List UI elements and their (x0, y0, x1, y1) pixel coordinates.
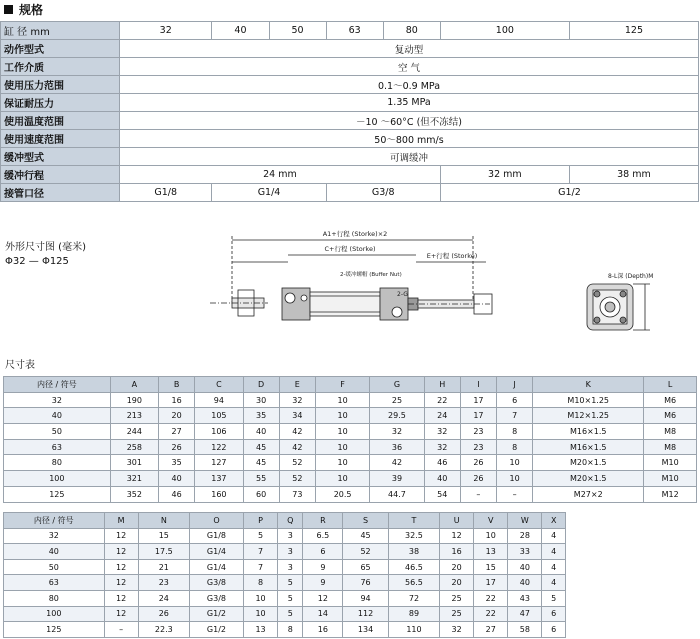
spec-label: 缓冲型式 (1, 148, 120, 166)
table-cell: 10 (244, 606, 278, 622)
table-cell: 32 (370, 424, 424, 440)
header-cell: F (315, 377, 369, 393)
table-cell: M6 (644, 408, 697, 424)
table-cell: 12 (303, 590, 343, 606)
header-cell: M (104, 513, 138, 529)
table-cell: 27 (159, 424, 195, 440)
table-row (4, 559, 566, 575)
table-cell: 23 (460, 439, 496, 455)
table-cell: M8 (644, 439, 697, 455)
spec-value: 空 气 (120, 58, 699, 76)
table-cell: 43 (508, 590, 542, 606)
spec-value: 38 mm (569, 166, 698, 184)
table-row (4, 408, 697, 424)
table-cell: 30 (243, 392, 279, 408)
table-cell: M16×1.5 (533, 424, 644, 440)
table-row (4, 528, 566, 544)
table-cell: M6 (644, 392, 697, 408)
dimension-table-1 (3, 376, 697, 503)
header-cell: E (279, 377, 315, 393)
table-cell: 32.5 (388, 528, 439, 544)
table-cell: 28 (508, 528, 542, 544)
table-cell: 301 (110, 455, 158, 471)
spec-value: 125 (569, 22, 698, 40)
table-cell: 94 (195, 392, 243, 408)
header-cell: K (533, 377, 644, 393)
table-cell: 25 (440, 590, 474, 606)
spec-label: 使用速度范围 (1, 130, 120, 148)
cylinder-drawing (190, 224, 700, 350)
spec-row (1, 22, 699, 40)
table-cell: 45 (243, 439, 279, 455)
table-cell: 20 (159, 408, 195, 424)
table-cell: 20.5 (315, 486, 369, 502)
table-cell: 45 (243, 455, 279, 471)
spec-row (1, 166, 699, 184)
table-cell: 7 (497, 408, 533, 424)
spec-row (1, 130, 699, 148)
table-cell: 44.7 (370, 486, 424, 502)
table-cell: 6 (542, 622, 566, 638)
table-cell: 3 (278, 559, 303, 575)
table-cell: 32 (4, 528, 105, 544)
spec-value: G3/8 (326, 184, 440, 202)
table-cell: 10 (315, 471, 369, 487)
header-cell: D (243, 377, 279, 393)
table-cell: 26 (138, 606, 189, 622)
table-cell: 33 (508, 544, 542, 560)
spec-label: 动作型式 (1, 40, 120, 58)
table-cell: 258 (110, 439, 158, 455)
table-cell: 60 (243, 486, 279, 502)
e-dim-label: E+行程 (Storke) (426, 252, 478, 260)
header-cell: I (460, 377, 496, 393)
table-cell: 39 (370, 471, 424, 487)
header-cell: O (189, 513, 243, 529)
table-cell: G1/4 (189, 559, 243, 575)
table-cell: 32 (424, 424, 460, 440)
table-cell: 100 (4, 606, 105, 622)
table-cell: 10 (315, 408, 369, 424)
table-cell: 12 (104, 559, 138, 575)
spec-value: 50 (269, 22, 326, 40)
header-cell: C (195, 377, 243, 393)
spec-row (1, 94, 699, 112)
spec-label: 接管口径 (1, 184, 120, 202)
dimension-table-title: 尺寸表 (5, 360, 35, 371)
table-cell: 40 (159, 471, 195, 487)
table-row (4, 544, 566, 560)
table-cell: 25 (370, 392, 424, 408)
header-cell: V (474, 513, 508, 529)
spec-value: 50～800 mm/s (120, 130, 699, 148)
table-cell: 38 (388, 544, 439, 560)
table-cell: 4 (542, 544, 566, 560)
table-cell: 9 (303, 559, 343, 575)
table-cell: 40 (243, 424, 279, 440)
table-cell: 352 (110, 486, 158, 502)
table-cell: 40 (508, 575, 542, 591)
spec-value: 40 (212, 22, 269, 40)
table-cell: 134 (343, 622, 389, 638)
table-cell: 47 (508, 606, 542, 622)
table-cell: 17.5 (138, 544, 189, 560)
table-row (4, 622, 566, 638)
table-cell: 10 (315, 439, 369, 455)
table-cell: 10 (315, 424, 369, 440)
table-cell: 22.3 (138, 622, 189, 638)
table-cell: 15 (138, 528, 189, 544)
table-cell: M12 (644, 486, 697, 502)
table-cell: 125 (4, 486, 111, 502)
spec-value: 可调缓冲 (120, 148, 699, 166)
table-cell: 9 (303, 575, 343, 591)
buffer-nut-label: 2-缓冲螺帽 (Buffer Nut) (340, 272, 402, 278)
spec-row (1, 184, 699, 202)
table-cell: 13 (244, 622, 278, 638)
table-cell: 122 (195, 439, 243, 455)
spec-value: 1.35 MPa (120, 94, 699, 112)
table-cell: 14 (303, 606, 343, 622)
spec-value: G1/8 (120, 184, 212, 202)
table-cell: 16 (159, 392, 195, 408)
table-cell: 112 (343, 606, 389, 622)
header-cell: J (497, 377, 533, 393)
table-cell: 25 (440, 606, 474, 622)
table-cell: 4 (542, 528, 566, 544)
table-cell: – (460, 486, 496, 502)
table-cell: 16 (303, 622, 343, 638)
table-cell: 63 (4, 575, 105, 591)
table-cell: 35 (159, 455, 195, 471)
table-row (4, 455, 697, 471)
table-cell: M20×1.5 (533, 471, 644, 487)
table-cell: 65 (343, 559, 389, 575)
table-cell: 52 (279, 455, 315, 471)
spec-value: 32 (120, 22, 212, 40)
table-cell: G3/8 (189, 575, 243, 591)
table-cell: 160 (195, 486, 243, 502)
table-cell: G1/4 (189, 544, 243, 560)
header-cell: 内径 / 符号 (4, 377, 111, 393)
header-cell: X (542, 513, 566, 529)
table-cell: 50 (4, 424, 111, 440)
table-cell: 6 (497, 392, 533, 408)
table-cell: 35 (243, 408, 279, 424)
header-cell: B (159, 377, 195, 393)
table-cell: 46.5 (388, 559, 439, 575)
table-row (4, 606, 566, 622)
table-cell: 190 (110, 392, 158, 408)
table-cell: 17 (460, 392, 496, 408)
table-cell: 213 (110, 408, 158, 424)
table-cell: 106 (195, 424, 243, 440)
table-cell: 3 (278, 544, 303, 560)
table-cell: 244 (110, 424, 158, 440)
spec-value: 0.1～0.9 MPa (120, 76, 699, 94)
spec-row (1, 112, 699, 130)
spec-value: －10 ～60°C (但不冻结) (120, 112, 699, 130)
table-cell: M8 (644, 424, 697, 440)
table-cell: 56.5 (388, 575, 439, 591)
table-cell: 46 (159, 486, 195, 502)
table-cell: 72 (388, 590, 439, 606)
table-cell: 21 (138, 559, 189, 575)
table-cell: 80 (4, 455, 111, 471)
table-cell: 10 (315, 455, 369, 471)
table-cell: 36 (370, 439, 424, 455)
table-cell: 32 (424, 439, 460, 455)
table-row (4, 471, 697, 487)
table-cell: 5 (278, 606, 303, 622)
table-cell: 12 (104, 590, 138, 606)
table-cell: 50 (4, 559, 105, 575)
table-cell: M27×2 (533, 486, 644, 502)
table-cell: M20×1.5 (533, 455, 644, 471)
table-cell: 32 (440, 622, 474, 638)
table-cell: 3 (278, 528, 303, 544)
table-cell: 58 (508, 622, 542, 638)
table-cell: 5 (244, 528, 278, 544)
table-cell: 4 (542, 559, 566, 575)
table-cell: 8 (244, 575, 278, 591)
table-cell: 10 (497, 471, 533, 487)
table-cell: 12 (440, 528, 474, 544)
table-cell: 52 (279, 471, 315, 487)
table-header-row (4, 513, 566, 529)
table-cell: 6.5 (303, 528, 343, 544)
depth-label: 8-L深 (Depth)M (608, 273, 654, 280)
table-cell: 22 (474, 606, 508, 622)
table-cell: 10 (497, 455, 533, 471)
table-row (4, 575, 566, 591)
table-cell: 45 (343, 528, 389, 544)
spec-row (1, 58, 699, 76)
table-row (4, 392, 697, 408)
header-cell: N (138, 513, 189, 529)
header-cell: S (343, 513, 389, 529)
table-cell: 10 (474, 528, 508, 544)
table-cell: 7 (244, 559, 278, 575)
table-row (4, 424, 697, 440)
spec-label: 工作介质 (1, 58, 120, 76)
table-cell: 8 (278, 622, 303, 638)
table-cell: G1/8 (189, 528, 243, 544)
table-cell: G1/2 (189, 622, 243, 638)
spec-value: G1/2 (440, 184, 698, 202)
spec-value: 100 (440, 22, 569, 40)
table-cell: 23 (138, 575, 189, 591)
table-cell: 42 (370, 455, 424, 471)
table-cell: 34 (279, 408, 315, 424)
spec-row (1, 148, 699, 166)
table-cell: 46 (424, 455, 460, 471)
table-cell: 24 (424, 408, 460, 424)
table-cell: M16×1.5 (533, 439, 644, 455)
table-cell: 26 (460, 471, 496, 487)
table-cell: 20 (440, 559, 474, 575)
spec-row (1, 76, 699, 94)
table-cell: 52 (343, 544, 389, 560)
table-cell: 5 (278, 575, 303, 591)
table-cell: 17 (474, 575, 508, 591)
spec-value: 63 (326, 22, 383, 40)
table-cell: – (104, 622, 138, 638)
table-cell: 13 (474, 544, 508, 560)
table-cell: – (497, 486, 533, 502)
table-cell: 80 (4, 590, 105, 606)
spec-row (1, 40, 699, 58)
table-cell: 54 (424, 486, 460, 502)
table-row (4, 590, 566, 606)
header-cell: T (388, 513, 439, 529)
table-cell: 12 (104, 575, 138, 591)
table-cell: 17 (460, 408, 496, 424)
c-dim-label: C+行程 (Storke) (324, 245, 376, 253)
table-cell: 89 (388, 606, 439, 622)
table-cell: 12 (104, 544, 138, 560)
table-cell: 12 (104, 606, 138, 622)
table-cell: 63 (4, 439, 111, 455)
square-bullet-icon (4, 5, 13, 14)
table-cell: 5 (278, 590, 303, 606)
table-cell: 10 (315, 392, 369, 408)
spec-label: 保证耐压力 (1, 94, 120, 112)
table-cell: 6 (303, 544, 343, 560)
table-cell: 20 (440, 575, 474, 591)
table-cell: 32 (4, 392, 111, 408)
table-cell: 29.5 (370, 408, 424, 424)
spec-value: 32 mm (440, 166, 569, 184)
table-cell: 22 (474, 590, 508, 606)
a-dim-label: A1+行程 (Storke)×2 (322, 230, 388, 238)
table-cell: 27 (474, 622, 508, 638)
header-cell: H (424, 377, 460, 393)
table-cell: 42 (279, 439, 315, 455)
header-cell: Q (278, 513, 303, 529)
spec-value: 80 (383, 22, 440, 40)
table-cell: 10 (244, 590, 278, 606)
table-row (4, 486, 697, 502)
table-cell: 127 (195, 455, 243, 471)
table-cell: 26 (460, 455, 496, 471)
spec-value: 复动型 (120, 40, 699, 58)
dimension-drawing-title: 外形尺寸图 (毫米) (5, 242, 86, 253)
header-cell: U (440, 513, 474, 529)
table-cell: 40 (4, 408, 111, 424)
header-cell: W (508, 513, 542, 529)
table-cell: M10×1.25 (533, 392, 644, 408)
table-cell: 73 (279, 486, 315, 502)
table-cell: 6 (542, 606, 566, 622)
table-cell: G1/2 (189, 606, 243, 622)
table-cell: 24 (138, 590, 189, 606)
header-cell: G (370, 377, 424, 393)
table-row (4, 439, 697, 455)
spec-value: G1/4 (212, 184, 326, 202)
table-cell: 125 (4, 622, 105, 638)
table-cell: M10 (644, 455, 697, 471)
table-cell: G3/8 (189, 590, 243, 606)
port-label: 2-G (397, 291, 408, 298)
table-cell: 100 (4, 471, 111, 487)
table-cell: 105 (195, 408, 243, 424)
spec-label: 缓冲行程 (1, 166, 120, 184)
table-cell: M12×1.25 (533, 408, 644, 424)
table-cell: 42 (279, 424, 315, 440)
front-head (282, 288, 310, 320)
table-header-row (4, 377, 697, 393)
table-cell: 4 (542, 575, 566, 591)
table-cell: 40 (4, 544, 105, 560)
table-cell: 23 (460, 424, 496, 440)
spec-value: 24 mm (120, 166, 441, 184)
spec-table (0, 21, 699, 202)
table-cell: 5 (542, 590, 566, 606)
table-cell: 15 (474, 559, 508, 575)
header-cell: A (110, 377, 158, 393)
table-cell: 40 (508, 559, 542, 575)
table-cell: 137 (195, 471, 243, 487)
header-cell: L (644, 377, 697, 393)
dimension-table-2 (3, 512, 566, 638)
table-cell: 55 (243, 471, 279, 487)
section-title: 规格 (4, 1, 43, 18)
table-cell: M10 (644, 471, 697, 487)
spec-label: 使用温度范围 (1, 112, 120, 130)
table-cell: 32 (279, 392, 315, 408)
spec-label: 缸 径 mm (1, 22, 120, 40)
table-cell: 8 (497, 439, 533, 455)
spec-label: 使用压力范围 (1, 76, 120, 94)
table-cell: 22 (424, 392, 460, 408)
table-cell: 12 (104, 528, 138, 544)
header-cell: 内径 / 符号 (4, 513, 105, 529)
header-cell: P (244, 513, 278, 529)
table-cell: 8 (497, 424, 533, 440)
table-cell: 321 (110, 471, 158, 487)
table-cell: 26 (159, 439, 195, 455)
table-cell: 76 (343, 575, 389, 591)
header-cell: R (303, 513, 343, 529)
bore-range-label: Φ32 — Φ125 (5, 256, 69, 267)
table-cell: 94 (343, 590, 389, 606)
table-cell: 110 (388, 622, 439, 638)
table-cell: 40 (424, 471, 460, 487)
table-cell: 16 (440, 544, 474, 560)
table-cell: 7 (244, 544, 278, 560)
